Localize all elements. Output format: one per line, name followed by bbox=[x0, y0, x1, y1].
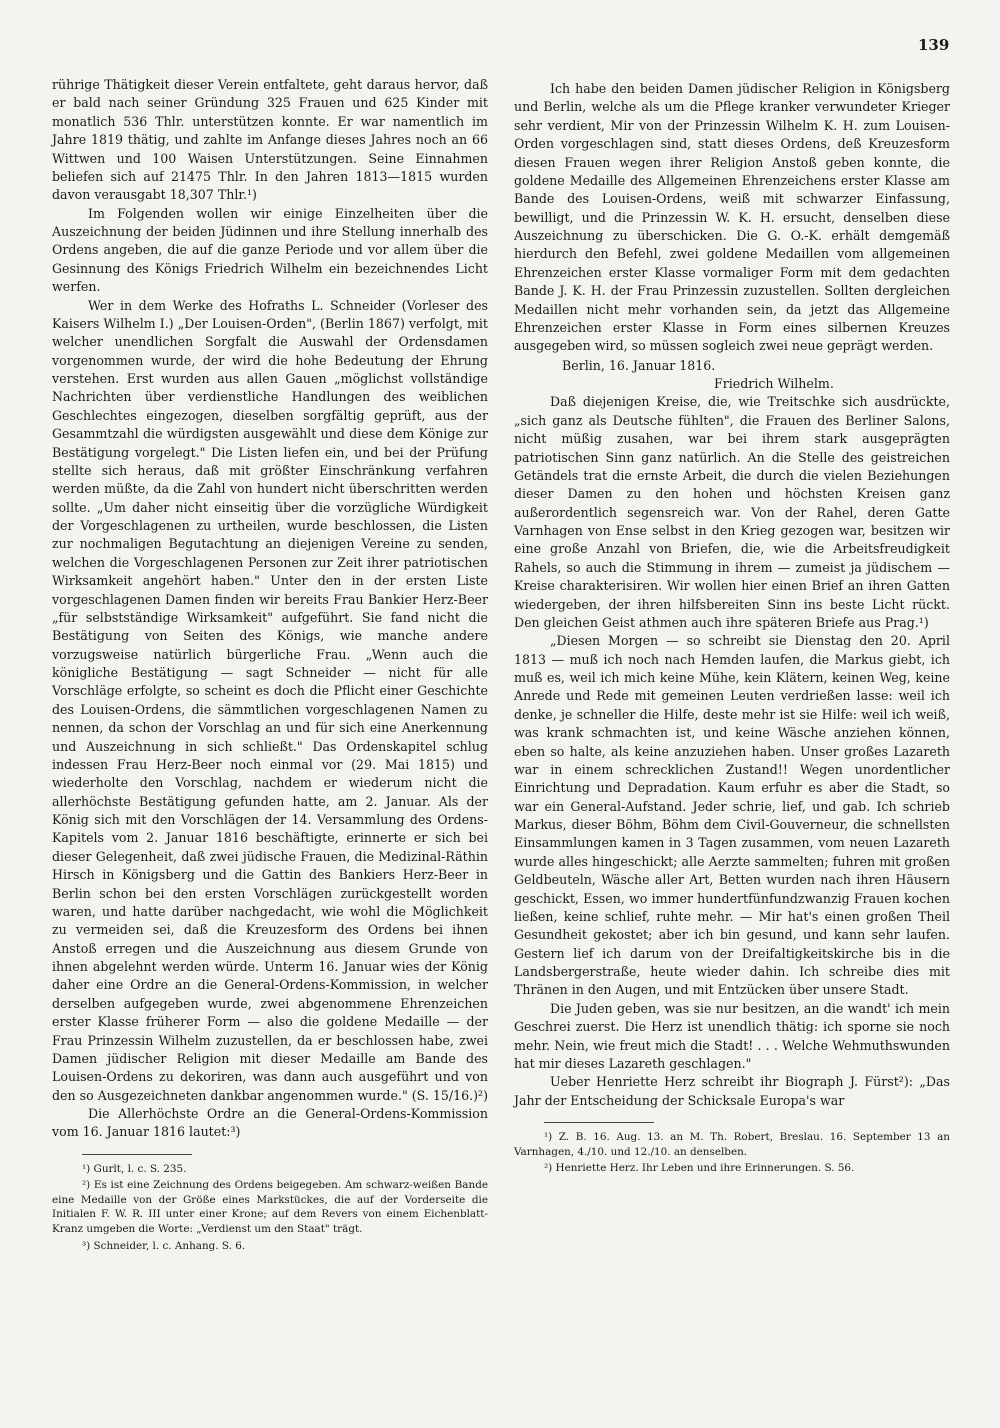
right-paragraph-4: Ueber Henriette Herz schreibt ihr Biograph J. Fürst²): „Das Jahr der Entscheidung der Schicksale Europa's war bbox=[514, 1074, 950, 1108]
left-paragraph-3: Wer in dem Werke des Hofraths L. Schneider (Vorleser des Kaisers Wilhelm I.) „Der Louisen-Orden", (Berlin 1867) verfolgt, mit welcher unendlichen Sorgfalt die Auswahl der Ordensdamen vorgenommen wurde, der wird die hohe Bedeutung der Ehrung verstehen. Erst wurden aus allen Gauen „möglichst vollständige Nachrichten über verdienstliche Handlungen des weiblichen Geschlechtes eingezogen, dieselben sorgfältig geprüft, aus der Gesammtzahl die würdigsten ausgewählt und diese dem Könige zur Bestätigung vorgelegt." Die Listen liefen ein, und bei der Prüfung stellte sich heraus, daß mit größter Einschränkung verfahren werden müßte, da die Zahl von hundert nicht überschritten werden sollte. „Um daher nicht einseitig über die vorzügliche Würdigkeit der Vorgeschlagenen zu urtheilen, wurde beschlossen, die Listen zur nochmaligen Begutachtung an diejenigen Vereine zu senden, welchen die Vorgeschlagenen Personen zur Zeit ihrer patriotischen Wirksamkeit angehört haben." Unter den in der ersten Liste vorgeschlagenen Damen finden wir bereits Frau Bankier Herz-Beer „für selbstständige Wirksamkeit" aufgeführt. Sie fand nicht die Bestätigung von Seiten des Königs, wie manche andere vorzugsweise natürlich bürgerliche Frau. „Wenn auch die königliche Bestätigung — sagt Schneider — nicht für alle Vorschläge erfolgte, so scheint es doch die Pflicht einer Geschichte des Louisen-Ordens, die sämmtlichen vorgeschlagenen Namen zu nennen, da schon der Vorschlag an und für sich eine Anerkennung und Auszeichnung in sich schließt." Das Ordenskapitel schlug indessen Frau Herz-Beer noch einmal vor (29. Mai 1815) und wiederholte den Vorschlag, nachdem er wiederum nicht die allerhöchste Bestätigung gefunden hatte, am 2. Januar. Als der König sich mit den Vorschlägen der 14. Versammlung des Ordens-Kapitels vom 2. Januar 1816 beschäftigte, erinnerte er sich bei dieser Gelegenheit, daß zwei jüdische Frauen, die Medizinal-Räthin Hirsch in Königsberg und die Gattin des Bankiers Herz-Beer in Berlin schon bei den ersten Vorschlägen zurückgestellt worden waren, und hatte darüber nachgedacht, wie wohl die Möglichkeit zu vermeiden sei, daß die Kreuzesform des Ordens bei ihnen Anstoß erregen und die Auszeichnung aus diesem Grunde von ihnen abgelehnt werden würde. Unterm 16. Januar wies der König daher eine Ordre an die General-Ordens-Kommission, in welcher derselben aufgegeben wurde, zwei abgenommene Ehrenzeichen erster Klasse früherer Form — also die goldene Medaille — der Frau Prinzessin Wilhelm zuzustellen, da er beschlossen habe, zwei Damen jüdischer Religion mit dieser Medaille am Bande des Louisen-Ordens zu dekoriren, was dann auch ausgeführt und von den so Ausgezeichneten dankbar angenommen wurde." (S. 15/16.)²) bbox=[52, 297, 489, 1103]
footnote-2: ²) Es ist eine Zeichnung des Ordens beigegeben. Am schwarz-weißen Bande eine Medaille von der Größe eines Markstückes, die auf der Vorderseite die Initialen F. W. R. III unter einer Krone; auf dem Revers von einem Eichenblatt-Kranz umgeben die Worte: „Verdienst um den Staat" trägt. bbox=[52, 1179, 488, 1235]
footnote-1: ¹) Gurlt, l. c. S. 235. bbox=[82, 1162, 187, 1175]
footnote-divider bbox=[544, 1122, 654, 1123]
right-paragraph-1: Daß diejenigen Kreise, die, wie Treitschke sich ausdrückte, „sich ganz als Deutsche fühlten", die Frauen des Berliner Salons, nicht müßig zusahen, war bei ihrem stark ausgeprägten patriotischen Sinn ganz natürlich. An die Stelle des geistreichen Getändels trat die ernste Arbeit, die durch die vielen Beziehungen dieser Damen zu den hohen und höchsten Kreisen ganz außerordentlich segensreich war. Von der Rahel, deren Gatte Varnhagen von Ense selbst in den Krieg gezogen war, besitzen wir eine große Anzahl von Briefen, die, wie die Arbeitsfreudigkeit Rahels, so auch die Stimmung in ihrem — zumeist ja jüdischem — Kreise charakterisiren. Wir wollen hier einen Brief an ihren Gatten wiedergeben, der ihren hilfsbereiten Sinn ins beste Licht rückt. Den gleichen Geist athmen auch ihre späteren Briefe aus Prag.¹) bbox=[514, 394, 950, 630]
letter-date-line: Berlin, 16. Januar 1816. bbox=[562, 357, 716, 373]
left-footnotes bbox=[52, 1162, 488, 1253]
letter-signature: Friedrich Wilhelm. bbox=[714, 376, 834, 391]
footnote-1: ¹) Z. B. 16. Aug. 13. an M. Th. Robert, Breslau. 16. September 13 an Varnhagen, 4./10. und 12./10. an denselben. bbox=[514, 1131, 950, 1158]
left-paragraph-1: rührige Thätigkeit dieser Verein entfaltete, geht daraus hervor, daß er bald nach seiner Gründung 325 Frauen und 625 Kinder mit monatlich 536 Thlr. unterstützen konnte. Er war namentlich im Jahre 1819 thätig, und zahlte im Anfange dieses Jahres noch an 66 Wittwen und 100 Waisen Unterstützungen. Seine Einnahmen beliefen sich auf 21475 Thlr. In den Jahren 1813—1815 wurden davon verausgabt 18,307 Thlr.¹) bbox=[52, 77, 488, 203]
right-paragraph-2: „Diesen Morgen — so schreibt sie Dienstag den 20. April 1813 — muß ich noch nach Hemden laufen, die Markus giebt, ich muß es, weil ich mich keine Mühe, kein Klätern, keinen Weg, keine Anrede und Rede mit gemeinen Leuten verdrießen lasse: weil ich denke, je schneller die Hilfe, deste mehr ist sie Hilfe: weil ich weiß, was krank schmachten ist, und keine Wäsche anziehen können, eben so halte, als keine anzuziehen haben. Unser großes Lazareth war in einem schrecklichen Zustand!! Wegen unordentlicher Einrichtung und Depradation. Kaum erfuhr es aber die Stadt, so war ein General-Aufstand. Jeder schrie, lief, und gab. Ich schrieb Markus, dieser Böhm, Böhm dem Civil-Gouverneur, die schnellsten Einsammlungen kamen in 3 Tagen zusammen, vom neuen Lazareth wurde alles hingeschickt; alle Aerzte sammelten; fuhren mit großen Geldbeuteln, Wäsche aller Art, Betten wurden nach ihren Häusern geschickt, Essen, wo immer hundertfünfundzwanzig Frauen kochen ließen, keine schlief, ruhte mehr. — Mir hat's einen großen Theil Gesundheit gekostet; aber ich bin gesund, und kann sehr laufen. Gestern lief ich darum von der Dreifaltigkeitskirche bis in die Landsbergerstraße, heute wieder dahin. Ich schreibe dies mit Thränen in den Augen, und mit Entzücken über unsere Stadt. bbox=[514, 633, 950, 998]
left-column bbox=[52, 76, 488, 1253]
left-paragraph-2: Im Folgenden wollen wir einige Einzelheiten über die Auszeichnung der beiden Jüdinnen und ihre Stellung innerhalb des Ordens angeben, die auf die ganze Periode und vor allem über die Gesinnung des Königs Friedrich Wilhelm ein bezeichnendes Licht werfen. bbox=[52, 205, 488, 295]
right-footnotes bbox=[514, 1130, 950, 1176]
footnote-divider bbox=[82, 1154, 192, 1155]
right-column bbox=[514, 80, 950, 1176]
footnote-2: ²) Henriette Herz. Ihr Leben und ihre Erinnerungen. S. 56. bbox=[544, 1162, 855, 1175]
royal-letter: Ich habe den beiden Damen jüdischer Religion in Königsberg und Berlin, welche als um die Pflege kranker verwundeter Krieger sehr verdient, Mir von der Prinzessin Wilhelm K. H. zum Louisen-Orden vorgeschlagen sind, statt dieses Ordens, deß Kreuzesform diesen Frauen wegen ihrer Religion Anstoß geben konnte, die goldene Medaille des Allgemeinen Ehrenzeichens erster Klasse am Bande des Louisen-Ordens, weiß mit schwarzer Einfassung, bewilligt, und die Prinzessin W. K. H. ersucht, denselben diese Auszeichnung zu überschicken. Die G. O.-K. erhält demgemäß hierdurch den Befehl, zwei goldene Medaillen vom allgemeinen Ehrenzeichen erster Klasse vormaliger Form mit dem gedachten Bande J. K. H. der Frau Prinzessin zuzustellen. Sollten dergleichen Medaillen nicht mehr vorhanden sein, da jetzt das Allgemeine Ehrenzeichen erster Klasse in Form eines silbernen Kreuzes ausgegeben wird, so müssen sogleich zwei neue geprägt werden. bbox=[514, 81, 950, 354]
page-number: 139 bbox=[918, 36, 950, 54]
right-paragraph-3: Die Juden geben, was sie nur besitzen, an die wandt' ich mein Geschrei zuerst. Die Herz ist unendlich thätig: ich sporne sie noch mehr. Nein, wie freut mich die Stadt! . . . Welche Wehmuthswunden hat mir dieses Lazareth geschlagen." bbox=[514, 1000, 950, 1071]
left-paragraph-4: Die Allerhöchste Ordre an die General-Ordens-Kommission vom 16. Januar 1816 lautet:³) bbox=[52, 1106, 488, 1140]
footnote-3: ³) Schneider, l. c. Anhang. S. 6. bbox=[82, 1239, 246, 1252]
